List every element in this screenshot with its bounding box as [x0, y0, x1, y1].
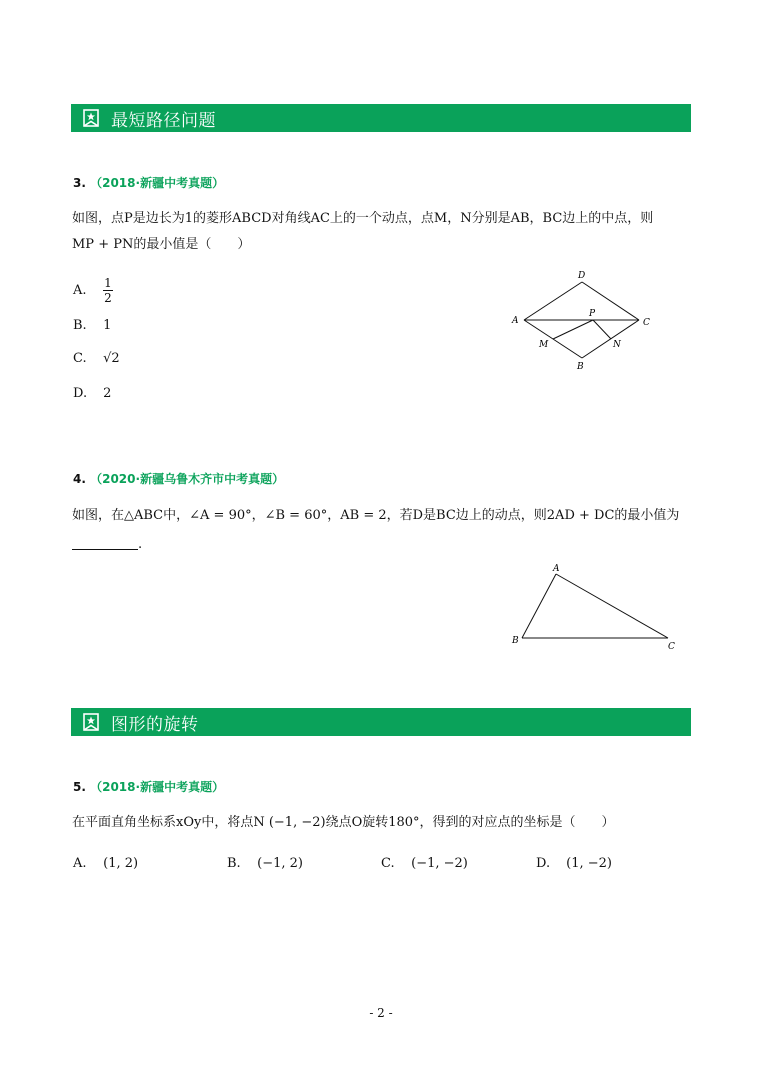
- triangle-figure: [505, 560, 680, 655]
- question-number: 4.: [73, 472, 86, 486]
- label-c: C: [668, 642, 675, 652]
- question-5-header: [73, 778, 224, 795]
- option-letter: D.: [536, 856, 551, 871]
- label-n: N: [613, 340, 621, 350]
- option-a[interactable]: [73, 856, 138, 871]
- section-header-shortest-path: [71, 104, 691, 132]
- section-title: 图形的旋转: [111, 714, 199, 735]
- option-letter: A.: [73, 856, 87, 871]
- option-b[interactable]: [227, 856, 303, 871]
- option-letter: B.: [73, 318, 87, 333]
- option-text: (−1, −2): [411, 856, 468, 871]
- question-3-stem: [72, 206, 653, 258]
- option-b[interactable]: [73, 318, 111, 333]
- segment-mp: [553, 320, 593, 339]
- question-3-header: [73, 174, 224, 191]
- option-text: 1: [103, 318, 112, 333]
- segment-ac: [556, 574, 668, 638]
- question-4-stem: [72, 503, 679, 529]
- bookmark-star-icon: [82, 109, 100, 127]
- label-d: D: [578, 271, 586, 281]
- question-number: 5.: [73, 780, 86, 794]
- question-source: （2018·新疆中考真题）: [90, 176, 225, 190]
- blank-period: .: [138, 537, 143, 552]
- label-m: M: [539, 340, 549, 350]
- option-letter: D.: [73, 386, 88, 401]
- stem-line: 如图，在△ABC中，∠A = 90°，∠B = 60°，AB = 2，若D是BC边上的动点，则2AD + DC的最小值为: [72, 508, 680, 523]
- section-header-rotation: [71, 708, 691, 736]
- option-text: (1, 2): [103, 856, 139, 871]
- bookmark-star-icon: [82, 713, 100, 731]
- page-number: - 2 -: [369, 1006, 393, 1020]
- option-letter: C.: [381, 856, 395, 871]
- stem-line: MP + PN的最小值是（ ）: [72, 237, 251, 252]
- label-a: A: [512, 316, 519, 326]
- label-b: B: [512, 636, 519, 646]
- label-p: P: [589, 309, 596, 319]
- segment-ad: [524, 282, 582, 320]
- option-a[interactable]: [73, 276, 113, 305]
- answer-blank[interactable]: [72, 549, 138, 550]
- label-b: B: [577, 362, 584, 372]
- option-d[interactable]: [536, 856, 612, 871]
- option-letter: B.: [227, 856, 241, 871]
- stem-line: 如图，点P是边长为1的菱形ABCD对角线AC上的一个动点，点M，N分别是AB，BC边上的中点，则: [72, 211, 654, 226]
- option-letter: A.: [73, 283, 87, 298]
- label-a: A: [553, 564, 560, 574]
- fraction: [103, 276, 113, 305]
- question-source: （2020·新疆乌鲁木齐市中考真题）: [90, 472, 285, 486]
- option-text: √2: [103, 351, 120, 366]
- option-letter: C.: [73, 351, 87, 366]
- section-title: 最短路径问题: [111, 110, 216, 131]
- option-text: (1, −2): [566, 856, 612, 871]
- question-number: 3.: [73, 176, 86, 190]
- question-source: （2018·新疆中考真题）: [90, 780, 225, 794]
- option-text: (−1, 2): [257, 856, 303, 871]
- option-c[interactable]: [381, 856, 468, 871]
- rhombus-figure: [505, 265, 675, 377]
- label-c: C: [643, 318, 650, 328]
- stem-line: 在平面直角坐标系xOy中，将点N (−1, −2)绕点O旋转180°，得到的对应点的坐标是（ ）: [72, 815, 615, 830]
- fraction-denominator: 2: [104, 291, 112, 305]
- segment-pn: [593, 320, 611, 339]
- option-d[interactable]: [73, 386, 111, 401]
- option-text: 2: [103, 386, 112, 401]
- fraction-numerator: 1: [104, 276, 112, 290]
- segment-ba: [522, 574, 556, 638]
- option-c[interactable]: [73, 351, 120, 366]
- question-5-stem: [72, 810, 615, 836]
- question-4-header: [73, 470, 284, 487]
